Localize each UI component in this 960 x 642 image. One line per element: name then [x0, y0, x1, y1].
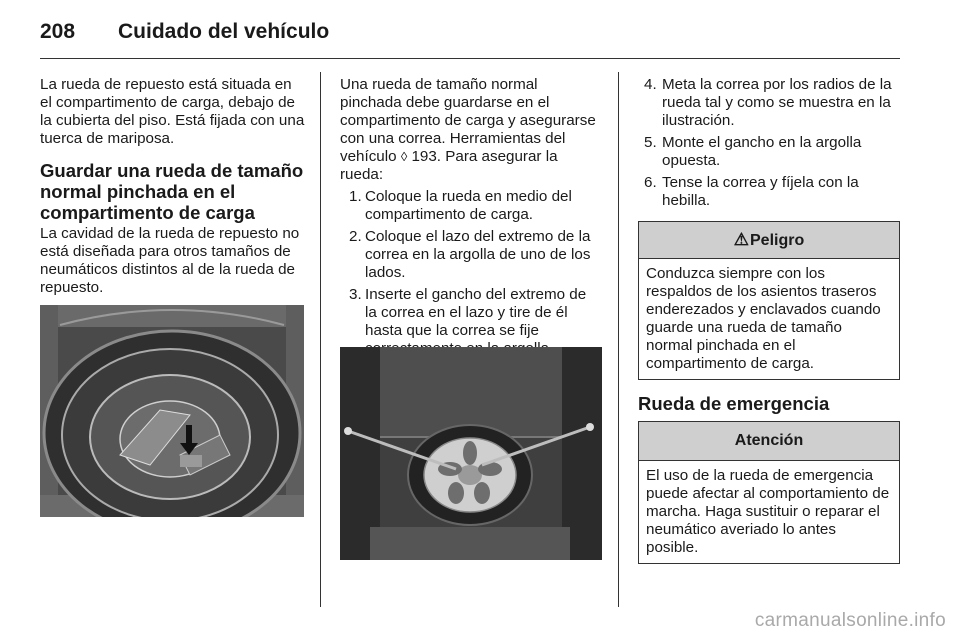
- store-wheel-intro: Una rueda de tamaño normal pinchada debe guardarse en el compartimento de carga y asegurarse con una correa. Herramientas del vehículo ◊ 193. Para asegurar la rueda:: [340, 76, 596, 183]
- site-watermark: carmanualsonline.info: [754, 610, 946, 631]
- page-header: [40, 18, 900, 48]
- danger-box-text: Conduzca siempre con los respaldos de los asientos traseros enderezados y enclavados cuando guarde una rueda de tamaño normal pinchada en el compartimento de carga.: [646, 265, 881, 372]
- attention-box: [638, 421, 900, 564]
- column-1: [40, 76, 306, 297]
- spare-wheel-intro: La rueda de repuesto está situada en el compartimento de carga, debajo de la cubierta del piso. Está fijada con una tuerca de mariposa.: [40, 76, 305, 147]
- attention-box-text: El uso de la rueda de emergencia puede afectar al comportamiento de marcha. Haga sustituir o reparar el neumático averiado lo antes posible.: [646, 467, 890, 556]
- danger-box-header: ⚠Peligro: [639, 222, 899, 259]
- column-3: [638, 76, 900, 214]
- section-heading-emergency-wheel: Rueda de emergencia: [638, 393, 830, 414]
- store-wheel-steps-continued: [638, 76, 900, 210]
- warning-triangle-icon: ⚠: [733, 230, 749, 249]
- list-item: 1. Coloque la rueda en medio del compartimento de carga.: [349, 188, 572, 223]
- list-item: 6. Tense la correa y fíjela con la hebilla.: [644, 174, 859, 209]
- header-rule: [40, 58, 900, 59]
- column-2: [340, 76, 602, 362]
- column-divider-1: [320, 72, 321, 607]
- spare-wheel-well-photo: [40, 305, 304, 517]
- page-title: Cuidado del vehículo: [118, 20, 330, 43]
- page-number: 208: [40, 20, 76, 43]
- store-wheel-steps: [340, 188, 602, 358]
- list-item: 4. Meta la correa por los radios de la rueda tal y como se muestra en la ilustración.: [644, 76, 892, 129]
- list-item: 2. Coloque el lazo del extremo de la correa en la argolla de uno de los lados.: [349, 228, 591, 281]
- page-reference-icon: ◊: [400, 149, 408, 164]
- list-item: 5. Monte el gancho en la argolla opuesta.: [644, 134, 862, 169]
- list-item: 3. Inserte el gancho del extremo de la correa en el lazo y tire de él hasta que la correa se fije: [349, 286, 587, 339]
- section-heading-store-wheel: Guardar una rueda de tamaño normal pinchada en el compartimento de carga: [40, 160, 304, 223]
- attention-box-header: Atención: [639, 422, 899, 461]
- spare-cavity-note: La cavidad de la rueda de repuesto no está diseñada para otros tamaños de neumáticos distintos al de la rueda de repuesto.: [40, 225, 300, 296]
- danger-box: [638, 221, 900, 380]
- column-divider-2: [618, 72, 619, 607]
- strapped-wheel-photo: [340, 347, 602, 560]
